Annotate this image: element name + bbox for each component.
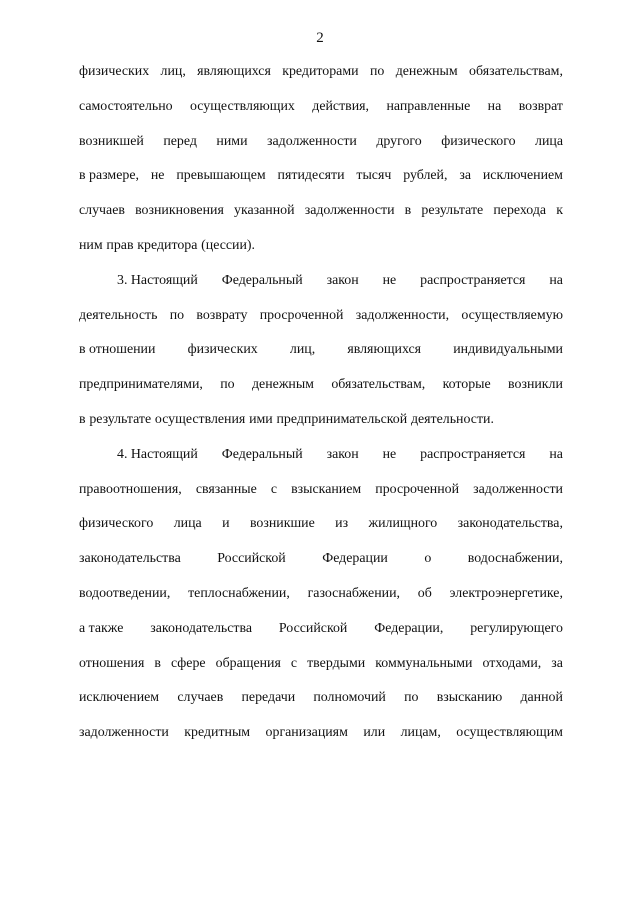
text-word: предпринимательской [276, 411, 408, 427]
text-word: связанные [195, 481, 257, 497]
text-word: законодательства, [457, 516, 563, 532]
text-word: коммунальными [375, 655, 473, 671]
text-word: Российской [278, 620, 348, 636]
text-word: взысканию [436, 690, 503, 706]
text-word: физического [441, 133, 516, 149]
text-line [79, 167, 563, 202]
text-line [79, 585, 563, 620]
text-word: Федеральный [221, 272, 303, 288]
text-word: лица [173, 516, 202, 532]
text-word: перед [163, 133, 197, 149]
text-word: Федеральный [221, 446, 303, 462]
text-word: Федерации [322, 551, 388, 567]
text-word: просроченной [259, 307, 344, 323]
text-line [79, 481, 563, 516]
text-word: кредитным [184, 725, 251, 741]
text-word: указанной [234, 203, 295, 219]
text-word: физического [79, 516, 154, 532]
text-word: жилищного [368, 516, 438, 532]
text-word: за [551, 655, 563, 671]
text-word: самостоятельно [79, 98, 173, 114]
text-word: возврату [196, 307, 248, 323]
text-word: Федерации, [374, 620, 444, 636]
text-word: в [154, 655, 161, 671]
text-word: регулирующего [470, 620, 563, 636]
text-word: об [417, 585, 432, 601]
text-line [79, 63, 563, 98]
text-word: перехода [493, 203, 547, 219]
text-word: твердыми [307, 655, 366, 671]
text-word: результате [89, 411, 152, 427]
text-word: случаев [177, 690, 224, 706]
text-word: на [549, 272, 563, 288]
text-word: лицам, [400, 725, 441, 741]
text-word: в [404, 203, 412, 219]
text-word: возврат [518, 98, 563, 114]
text-word: 3. Настоящий [117, 272, 198, 288]
text-word: обязательствам, [331, 377, 426, 393]
text-word: осуществляемую [461, 307, 563, 323]
text-word: лица [535, 133, 563, 149]
text-line [79, 133, 563, 168]
text-line [79, 341, 563, 376]
text-word: к [556, 203, 563, 219]
text-word: возникли [508, 377, 563, 393]
text-word: правоотношения, [79, 481, 182, 497]
text-word: ним [79, 237, 103, 253]
text-word: отношения [79, 655, 145, 671]
text-word: по [220, 377, 235, 393]
text-word: исключением [79, 690, 160, 706]
text-word: не [382, 272, 397, 288]
text-word: на [549, 446, 563, 462]
text-word: законодательства [79, 551, 181, 567]
text-word: рублей, [403, 168, 448, 184]
text-word: не [382, 446, 397, 462]
text-line [79, 411, 563, 446]
text-line [79, 655, 563, 690]
text-line [79, 446, 563, 481]
text-word: направленные [386, 98, 471, 114]
text-word: данной [520, 690, 563, 706]
text-word: задолженности [473, 481, 563, 497]
text-word: законодательства [150, 620, 253, 636]
text-word: распространяется [420, 446, 526, 462]
text-word: пятидесяти [277, 168, 345, 184]
text-word: деятельности. [410, 411, 494, 427]
text-word: осуществления [154, 411, 246, 427]
text-word: физических [79, 64, 150, 79]
text-word: электроэнергетике, [449, 585, 563, 601]
text-word: возникшей [79, 133, 144, 149]
text-word: распространяется [420, 272, 526, 288]
text-word: задолженности, [355, 307, 450, 323]
text-word: за [459, 168, 471, 184]
text-word: которые [442, 377, 491, 393]
text-word: ними [216, 133, 248, 149]
text-line [79, 98, 563, 133]
text-word: физических [187, 342, 258, 358]
text-word: по [369, 64, 385, 79]
text-word: задолженности [304, 203, 395, 219]
text-word: денежным [395, 64, 458, 79]
text-word: полномочий [313, 690, 386, 706]
text-word: возникновения [135, 203, 224, 219]
text-word: Российской [217, 551, 286, 567]
text-word: в отношении [79, 342, 156, 358]
text-word: отходами, [482, 655, 542, 671]
text-word: и [222, 516, 230, 532]
document-body [79, 63, 563, 759]
text-line [79, 376, 563, 411]
text-word: закон [326, 272, 359, 288]
text-word: прав [106, 237, 134, 253]
text-word: на [487, 98, 502, 114]
text-word: ими [249, 411, 273, 427]
text-word: индивидуальными [453, 342, 563, 358]
text-word: не [150, 168, 165, 184]
text-word: задолженности [267, 133, 357, 149]
text-line [79, 272, 563, 307]
text-word: исключением [482, 168, 563, 184]
text-word: с [270, 481, 278, 497]
text-word: 4. Настоящий [117, 446, 198, 462]
text-word: (цессии). [201, 237, 256, 253]
text-word: о [424, 551, 432, 567]
text-line [79, 620, 563, 655]
text-word: деятельность [79, 307, 158, 323]
text-word: кредитора [137, 237, 198, 253]
text-word: теплоснабжении, [188, 585, 290, 601]
text-word: с [290, 655, 298, 671]
text-word: лиц, [160, 64, 186, 79]
text-word: закон [326, 446, 359, 462]
text-word: из [335, 516, 349, 532]
text-word: являющихся [197, 64, 271, 79]
text-word: обращения [215, 655, 281, 671]
text-word: осуществляющим [456, 725, 563, 741]
text-word: передачи [241, 690, 296, 706]
text-word: просроченной [375, 481, 460, 497]
text-word: результате [421, 203, 484, 219]
text-word: взысканием [291, 481, 362, 497]
text-line [79, 237, 563, 272]
text-word: по [169, 307, 185, 323]
text-word: осуществляющих [190, 98, 295, 114]
text-word: кредиторами [282, 64, 359, 79]
text-word: а также [79, 620, 124, 636]
text-word: превышающем [176, 168, 266, 184]
text-line [79, 550, 563, 585]
text-word: водоотведении, [79, 585, 171, 601]
text-line [79, 307, 563, 342]
text-word: в размере, [79, 168, 139, 184]
page-number: 2 [316, 30, 324, 46]
text-word: другого [376, 133, 422, 149]
text-word: в [79, 411, 86, 427]
text-line [79, 202, 563, 237]
text-line [79, 724, 563, 759]
text-word: организациям [265, 725, 348, 741]
text-word: денежным [251, 377, 314, 393]
text-word: действия, [312, 98, 370, 114]
text-word: газоснабжении, [307, 585, 400, 601]
text-word: по [404, 690, 419, 706]
text-word: задолженности [79, 725, 169, 741]
text-word: лиц, [289, 342, 316, 358]
text-word: являющихся [347, 342, 422, 358]
text-word: сфере [170, 655, 206, 671]
text-word: возникшие [249, 516, 315, 532]
text-word: предпринимателями, [79, 377, 203, 393]
text-word: или [363, 725, 386, 741]
text-word: водоснабжении, [467, 551, 563, 567]
text-word: тысяч [356, 168, 392, 184]
text-line [79, 515, 563, 550]
text-word: случаев [79, 203, 125, 219]
text-word: обязательствам, [469, 64, 563, 79]
text-line [79, 689, 563, 724]
